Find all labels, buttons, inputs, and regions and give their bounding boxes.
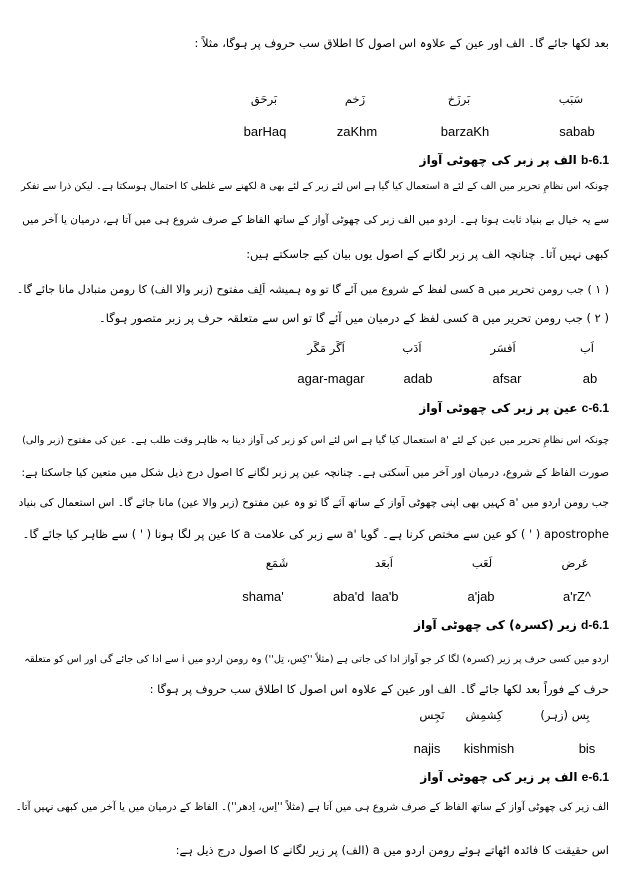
- section-heading-c: 6.1-c عین پر زبر کی چھوٹی آواز: [419, 401, 609, 415]
- example-word-roman: aba'd: [333, 589, 365, 604]
- paragraph-line: چونکہ اس نظامِ تحریر میں عین کے لئے 'a استعمال کیا گیا ہے اس لئے اس کو زبر کی آواز دینا بہ ظاہر وقت طلب ہے۔ عین کی مفتوح (زبر والی): [22, 435, 609, 446]
- paragraph-line: apostrophe ( ' ) کو عین سے مختص کرنا ہے۔ گویا 'a سے زبر کی علامت a کا عین پر لگا ہونا ( ' ) سے ظاہر کیا جائے گا۔: [22, 527, 609, 541]
- example-word-urdu: اَب: [579, 341, 595, 355]
- example-word-roman: a'rZ^: [562, 589, 592, 604]
- example-1-roman-row: [0, 124, 623, 144]
- paragraph-line: الف زیر کی چھوٹی آواز کے ساتھ الفاظ کے صرف شروع ہی میں آتا ہے (مثلاً ''اِس، اِدھر'')۔ الفاظ کے درمیان میں یا آخر میں کبھی نہیں آتا۔: [15, 801, 609, 813]
- example-word-urdu: سَبَب: [558, 92, 584, 106]
- section-title: الف پر زیر کی چھوٹی آواز: [420, 770, 578, 784]
- example-word-roman: barzaKh: [440, 124, 490, 139]
- example-word-roman: sabab: [559, 124, 595, 139]
- rule-item: ( ۱ ) جب رومن تحریر میں a کسی لفظ کے شروع میں آئے گا تو وہ ہمیشہ اَلِف مفتوح (زبر والا الف) کا رومن متبادل مانا جائے گا۔: [16, 283, 609, 296]
- example-4-roman-row: [0, 741, 623, 761]
- example-3-urdu-row: [0, 556, 623, 576]
- example-3-roman-row: [0, 589, 623, 609]
- example-word-roman: adab: [403, 371, 433, 386]
- example-word-urdu: بِس (زہر): [540, 708, 590, 722]
- example-word-urdu: لَعَب: [471, 556, 493, 570]
- example-word-roman: shama': [242, 589, 284, 604]
- paragraph-line: اردو میں کسی حرف پر زیر (کسرہ) لگا کر جو آواز ادا کی جاتی ہے (مثلاً ''کِس، تِل'') وہ رومن اردو میں i سے ادا کی جائے گی اور اس کو متعلقہ: [24, 654, 609, 665]
- example-2-roman-row: [0, 371, 623, 391]
- example-word-urdu: اَدَب: [402, 341, 422, 355]
- paragraph-line: کبھی نہیں آتا۔ چنانچہ الف پر زبر لگانے کے اصول یوں بیان کیے جاسکتے ہیں:: [246, 247, 609, 261]
- example-word-urdu: بَرحَق: [250, 92, 278, 106]
- example-word-roman: najis: [413, 741, 441, 756]
- example-word-urdu: عَرض: [561, 556, 589, 570]
- example-word-urdu: کِشمِش: [465, 708, 503, 722]
- example-word-urdu: نَجِس: [419, 708, 445, 722]
- example-word-urdu: بَرزَخ: [447, 92, 471, 106]
- example-word-roman: a'jab: [467, 589, 495, 604]
- example-2-urdu-row: [0, 341, 623, 361]
- section-heading-d: 6.1-d زیر (کسرہ) کی چھوٹی آواز: [414, 618, 609, 632]
- example-word-urdu: اَبعَد: [375, 556, 393, 570]
- example-word-roman: agar-magar: [297, 371, 365, 386]
- paragraph-line: صورت الفاظ کے شروع، درمیان اور آخر میں آسکتی ہے۔ چنانچہ عین پر زبر لگانے کا اصول درج ذیل شکل میں متعین کیا جاسکتا ہے:: [21, 466, 609, 479]
- section-title: زیر (کسرہ) کی چھوٹی آواز: [414, 618, 577, 632]
- example-word-roman: laa'b: [371, 589, 399, 604]
- example-word-roman: zaKhm: [336, 124, 378, 139]
- example-word-roman: kishmish: [463, 741, 515, 756]
- example-word-roman: afsar: [492, 371, 522, 386]
- paragraph-line: اس حقیقت کا فائدہ اٹھاتے ہوئے رومن اردو میں a (الف) پر زیر لگانے کا اصول درج ذیل ہے:: [175, 843, 609, 857]
- section-heading-e: 6.1-e الف پر زیر کی چھوٹی آواز: [420, 770, 609, 784]
- paragraph-line: جب رومن اردو میں 'a کہیں بھی اپنی چھوٹی آواز کے ساتھ آئے گا تو وہ عین مفتوح (زبر والا عین) مانا جائے گا۔ اس استعمال کی بنیاد: [18, 496, 609, 509]
- section-title: الف پر زبر کی چھوٹی آواز: [419, 153, 577, 167]
- intro-line: بعد لکھا جائے گا۔ الف اور عین کے علاوہ اس اصول کا اطلاق سب حروف پر ہوگا، مثلاً :: [194, 36, 609, 50]
- example-word-roman: bis: [578, 741, 596, 756]
- example-word-roman: barHaq: [243, 124, 287, 139]
- section-heading-b: 6.1-b الف پر زبر کی چھوٹی آواز: [419, 153, 609, 167]
- paragraph-line: حرف کے فوراً بعد لکھا جائے گا۔ الف اور عین کے علاوہ اس اصول کا اطلاق سب حروف پر ہوگا :: [149, 682, 609, 696]
- example-1-urdu-row: [0, 92, 623, 112]
- paragraph-line: سے یہ خیال بے بنیاد ثابت ہوتا ہے۔ اردو میں الف زبر کی چھوٹی آواز کے ساتھ الفاظ کے صرف شروع ہی میں آتا ہے، درمیان یا آخر میں: [22, 214, 609, 226]
- example-4-urdu-row: [0, 708, 623, 728]
- section-title: عین پر زبر کی چھوٹی آواز: [419, 401, 578, 415]
- example-word-roman: ab: [582, 371, 598, 386]
- paragraph-line: چونکہ اس نظامِ تحریر میں الف کے لئے a استعمال کیا گیا ہے اس لئے زبر کے لئے بھی a لکھنے سے غلطی کا احتمال ہوسکتا ہے۔ لیکن ذرا سے تفکر: [20, 181, 609, 192]
- rule-item: ( ۲ ) جب رومن تحریر میں a کسی لفظ کے درمیان میں آئے گا تو اس سے متعلقہ حرف پر زبر متصور ہوگا۔: [99, 311, 609, 325]
- example-word-urdu: اَفسَر: [490, 341, 516, 355]
- example-word-urdu: زَخم: [344, 92, 366, 106]
- example-word-urdu: اَگَر مَگَر: [307, 341, 345, 355]
- example-word-urdu: شَمَع: [265, 556, 289, 570]
